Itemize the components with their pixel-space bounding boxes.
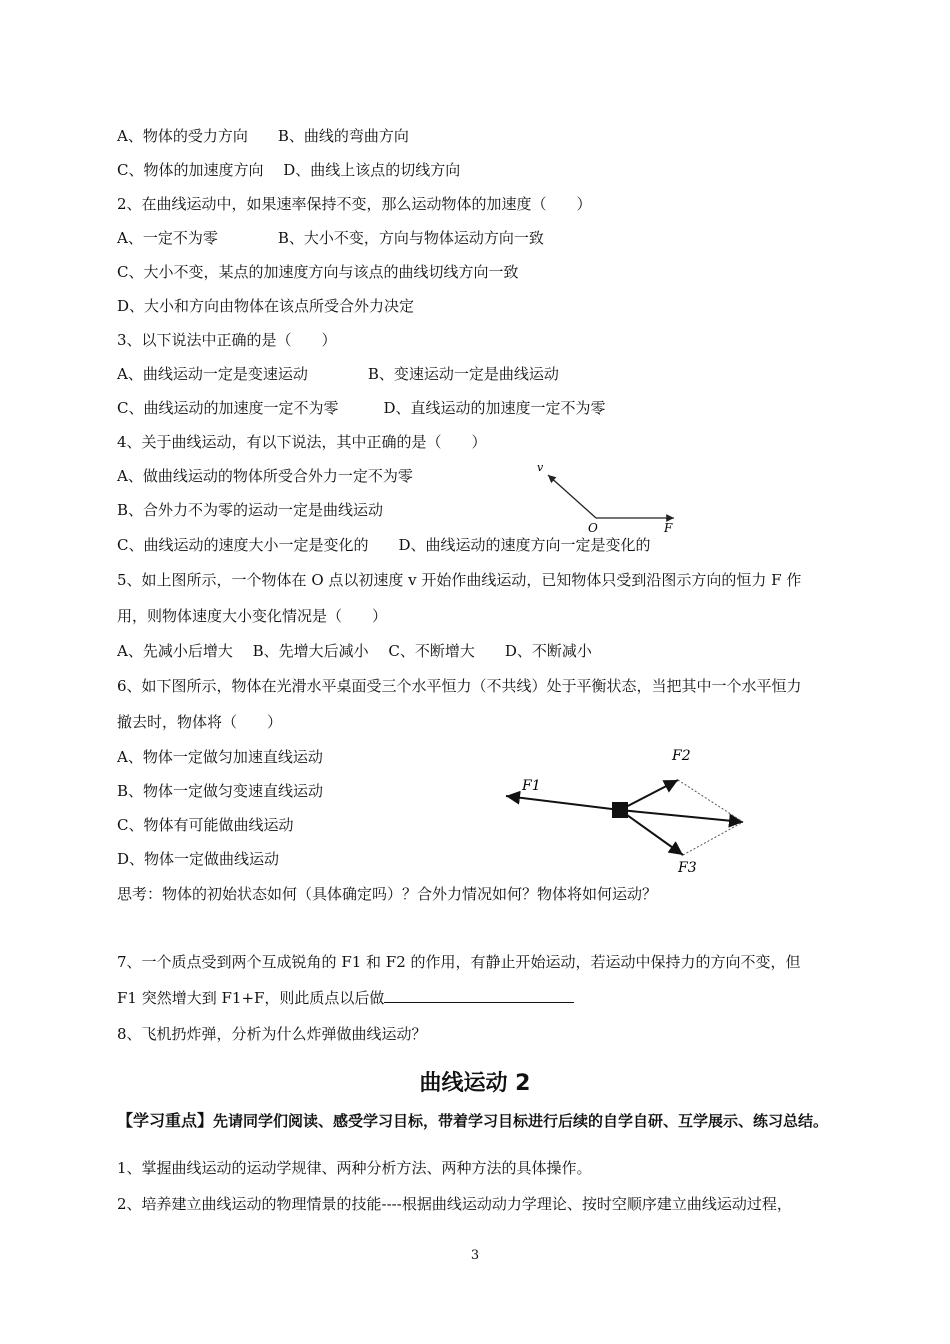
velocity-vector xyxy=(548,475,596,518)
q7-line-2-text: F1 突然增大到 F1+F，则此质点以后做 xyxy=(117,989,385,1007)
force-f3-vector xyxy=(620,810,683,855)
q3-option-c-d: C、曲线运动的加速度一定不为零 D、直线运动的加速度一定不为零 xyxy=(117,399,606,417)
force-f3-label: F3 xyxy=(678,860,697,876)
q6-option-d: D、物体一定做曲线运动 xyxy=(117,850,280,868)
q4-stem: 4、关于曲线运动，有以下说法，其中正确的是（ ） xyxy=(117,433,487,451)
resultant-vector xyxy=(620,810,743,822)
q1-option-line-2: C、物体的加速度方向 D、曲线上该点的切线方向 xyxy=(117,161,461,179)
q6-stem-line-2: 撤去时，物体将（ ） xyxy=(117,713,283,731)
q2-stem: 2、在曲线运动中，如果速率保持不变，那么运动物体的加速度（ ） xyxy=(117,195,592,213)
q5-stem-line-2: 用，则物体速度大小变化情况是（ ） xyxy=(117,607,388,625)
think-prompt: 思考：物体的初始状态如何（具体确定吗）？合外力情况如何？物体将如何运动？ xyxy=(117,885,658,903)
q5-options: A、先减小后增大 B、先增大后减小 C、不断增大 D、不断减小 xyxy=(117,642,592,660)
section-title: 曲线运动 2 xyxy=(419,1071,531,1096)
q8-line: 8、飞机扔炸弹，分析为什么炸弹做曲线运动？ xyxy=(117,1025,427,1043)
q6-option-b: B、物体一定做匀变速直线运动 xyxy=(117,782,324,800)
q4-option-c-d: C、曲线运动的速度大小一定是变化的 D、曲线运动的速度方向一定是变化的 xyxy=(117,536,651,554)
focus-item-2: 2、培养建立曲线运动的物理情景的技能----根据曲线运动动力学理论、按时空顺序建立曲线运动过程， xyxy=(117,1195,792,1213)
origin-label: O xyxy=(588,521,598,535)
q4-option-b: B、合外力不为零的运动一定是曲线运动 xyxy=(117,501,384,519)
parallelogram-edge-bottom xyxy=(683,822,743,855)
force-label: F xyxy=(664,521,673,535)
q6-stem-line-1: 6、如下图所示，物体在光滑水平桌面受三个水平恒力（不共线）处于平衡状态，当把其中一个水平恒力 xyxy=(117,677,802,695)
q5-stem-line-1: 5、如上图所示，一个物体在 O 点以初速度 v 开始作曲线运动，已知物体只受到沿图示方向的恒力 F 作 xyxy=(117,571,802,589)
q2-option-a-b: A、一定不为零 B、大小不变，方向与物体运动方向一致 xyxy=(117,229,544,247)
q4-option-a: A、做曲线运动的物体所受合外力一定不为零 xyxy=(117,467,413,485)
learning-focus-block xyxy=(117,1110,857,1132)
learning-focus-heading: 【学习重点】 xyxy=(117,1111,214,1130)
three-forces-diagram xyxy=(500,738,755,878)
q2-option-c: C、大小不变，某点的加速度方向与该点的曲线切线方向一致 xyxy=(117,263,519,281)
force-f2-vector xyxy=(620,780,678,810)
focus-item-1: 1、掌握曲线运动的运动学规律、两种分析方法、两种方法的具体操作。 xyxy=(117,1159,592,1177)
force-f2-label: F2 xyxy=(672,748,691,764)
force-f1-vector xyxy=(506,796,620,810)
q2-option-d: D、大小和方向由物体在该点所受合外力决定 xyxy=(117,297,415,315)
q1-option-line-1: A、物体的受力方向 B、曲线的弯曲方向 xyxy=(117,127,409,145)
q3-option-a-b: A、曲线运动一定是变速运动 B、变速运动一定是曲线运动 xyxy=(117,365,559,383)
q7-line-2 xyxy=(117,988,574,1008)
q6-option-a: A、物体一定做匀加速直线运动 xyxy=(117,748,323,766)
force-f1-label: F1 xyxy=(522,778,541,794)
velocity-label: v xyxy=(537,461,544,474)
velocity-force-diagram xyxy=(530,455,690,540)
learning-focus-intro: 先请同学们阅读、感受学习目标，带着学习目标进行后续的自学自研、互学展示、练习总结。 xyxy=(213,1112,829,1130)
q3-stem: 3、以下说法中正确的是（ ） xyxy=(117,331,337,349)
q6-option-c: C、物体有可能做曲线运动 xyxy=(117,816,294,834)
answer-blank[interactable] xyxy=(384,988,574,1003)
page-number: 3 xyxy=(470,1248,480,1263)
object-block xyxy=(612,802,628,818)
q7-line-1: 7、一个质点受到两个互成锐角的 F1 和 F2 的作用，有静止开始运动，若运动中保持力的方向不变，但 xyxy=(117,953,801,971)
